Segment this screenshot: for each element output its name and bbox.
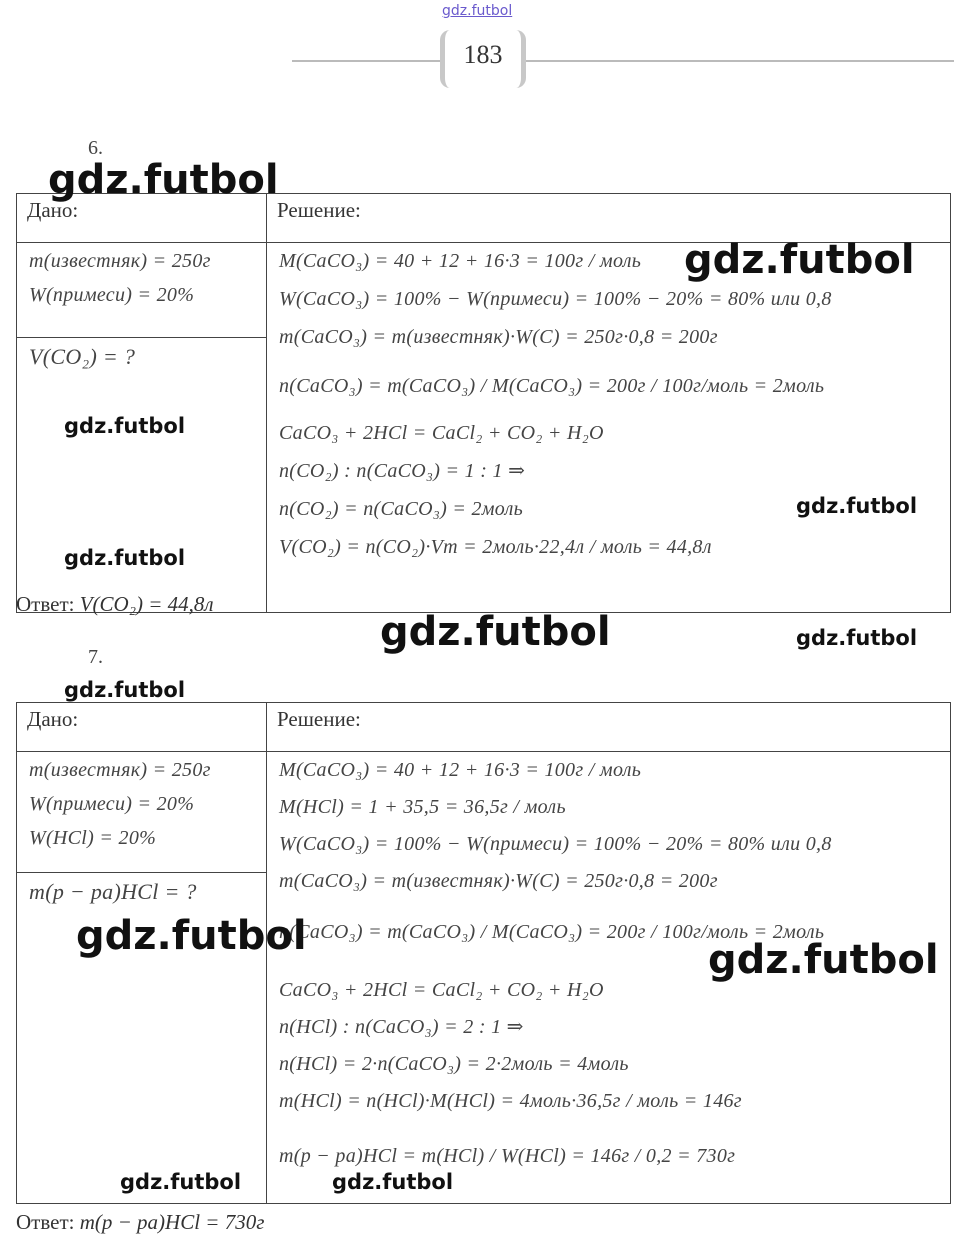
solution-line: M(CaCO₃) = 40 + 12 + 16·3 = 100г / моль: [279, 759, 642, 781]
watermark-text: gdz.futbol: [48, 157, 279, 203]
given-line: m(известняк) = 250г: [29, 759, 211, 781]
find-line: V(CO₂) = ?: [29, 344, 136, 369]
solution-line: W(CaCO₃) = 100% − W(примеси) = 100% − 20% = 80% или 0,8: [279, 833, 832, 855]
answer-value: m(p − pa)HCl = 730г: [79, 1210, 265, 1234]
watermark-text: gdz.futbol: [796, 494, 918, 518]
watermark-text: gdz.futbol: [64, 414, 186, 438]
given-cell: [17, 243, 267, 338]
solution-cell: [267, 243, 951, 613]
given-line: m(известняк) = 250г: [29, 250, 211, 272]
find-line: m(p − pa)HCl = ?: [29, 879, 197, 904]
header-site-link[interactable]: gdz.futbol: [442, 3, 513, 19]
given-line: W(примеси) = 20%: [29, 284, 195, 306]
answer-label: Ответ:: [16, 592, 75, 616]
header-rule-left: [292, 60, 442, 62]
solution-line: n(CO₂) : n(CaCO₃) = 1 : 1 ⇒: [279, 460, 526, 482]
solution-line: W(CaCO₃) = 100% − W(примеси) = 100% − 20% = 80% или 0,8: [279, 288, 832, 310]
problem-6-answer: [16, 592, 214, 617]
solution-line: m(p − pa)HCl = m(HCl) / W(HCl) = 146г / 0,2 = 730г: [279, 1145, 736, 1167]
solution-line: n(CaCO₃) = m(CaCO₃) / M(CaCO₃) = 200г / 100г/моль = 2моль: [279, 921, 825, 943]
header-rule-right: [524, 60, 954, 62]
solution-line: CaCO₃ + 2HCl = CaCl₂ + CO₂ + H₂O: [279, 422, 604, 444]
solution-line: n(HCl) : n(CaCO₃) = 2 : 1 ⇒: [279, 1016, 524, 1038]
solution-line: m(CaCO₃) = m(известняк)·W(C) = 250г·0,8 = 200г: [279, 326, 718, 348]
watermark-text: gdz.futbol: [120, 1170, 242, 1194]
solution-header: Решение:: [267, 703, 951, 752]
watermark-text: gdz.futbol: [76, 913, 307, 959]
page-number: 183: [440, 30, 526, 88]
watermark-text: gdz.futbol: [380, 609, 611, 655]
given-line: W(примеси) = 20%: [29, 793, 195, 815]
solution-line: m(CaCO₃) = m(известняк)·W(C) = 250г·0,8 = 200г: [279, 870, 718, 892]
answer-value: V(CO₂) = 44,8л: [79, 592, 214, 616]
solution-line: M(CaCO₃) = 40 + 12 + 16·3 = 100г / моль: [279, 250, 642, 272]
solution-line: CaCO₃ + 2HCl = CaCl₂ + CO₂ + H₂O: [279, 979, 604, 1001]
solution-line: n(CaCO₃) = m(CaCO₃) / M(CaCO₃) = 200г / 100г/моль = 2моль: [279, 375, 825, 397]
answer-label: Ответ:: [16, 1210, 75, 1234]
watermark-text: gdz.futbol: [332, 1170, 454, 1194]
solution-line: M(HCl) = 1 + 35,5 = 36,5г / моль: [279, 796, 566, 818]
solution-header: Решение:: [267, 194, 951, 243]
watermark-text: gdz.futbol: [796, 626, 918, 650]
given-header: Дано:: [17, 194, 267, 243]
solution-line: n(CO₂) = n(CaCO₃) = 2моль: [279, 498, 524, 520]
watermark-text: gdz.futbol: [64, 546, 186, 570]
given-header: Дано:: [17, 703, 267, 752]
solution-line: n(HCl) = 2·n(CaCO₃) = 2·2моль = 4моль: [279, 1053, 629, 1075]
find-cell: [17, 338, 267, 613]
given-line: W(HCl) = 20%: [29, 827, 157, 849]
watermark-text: gdz.futbol: [708, 937, 939, 983]
watermark-text: gdz.futbol: [684, 237, 915, 283]
solution-line: m(HCl) = n(HCl)·M(HCl) = 4моль·36,5г / моль = 146г: [279, 1090, 742, 1112]
watermark-text: gdz.futbol: [64, 678, 186, 702]
problem-7-answer: [16, 1210, 264, 1235]
given-cell: [17, 752, 267, 873]
solution-line: V(CO₂) = n(CO₂)·Vm = 2моль·22,4л / моль = 44,8л: [279, 536, 712, 558]
problem-7-number: 7.: [88, 646, 103, 668]
problem-6-number: 6.: [88, 137, 103, 159]
